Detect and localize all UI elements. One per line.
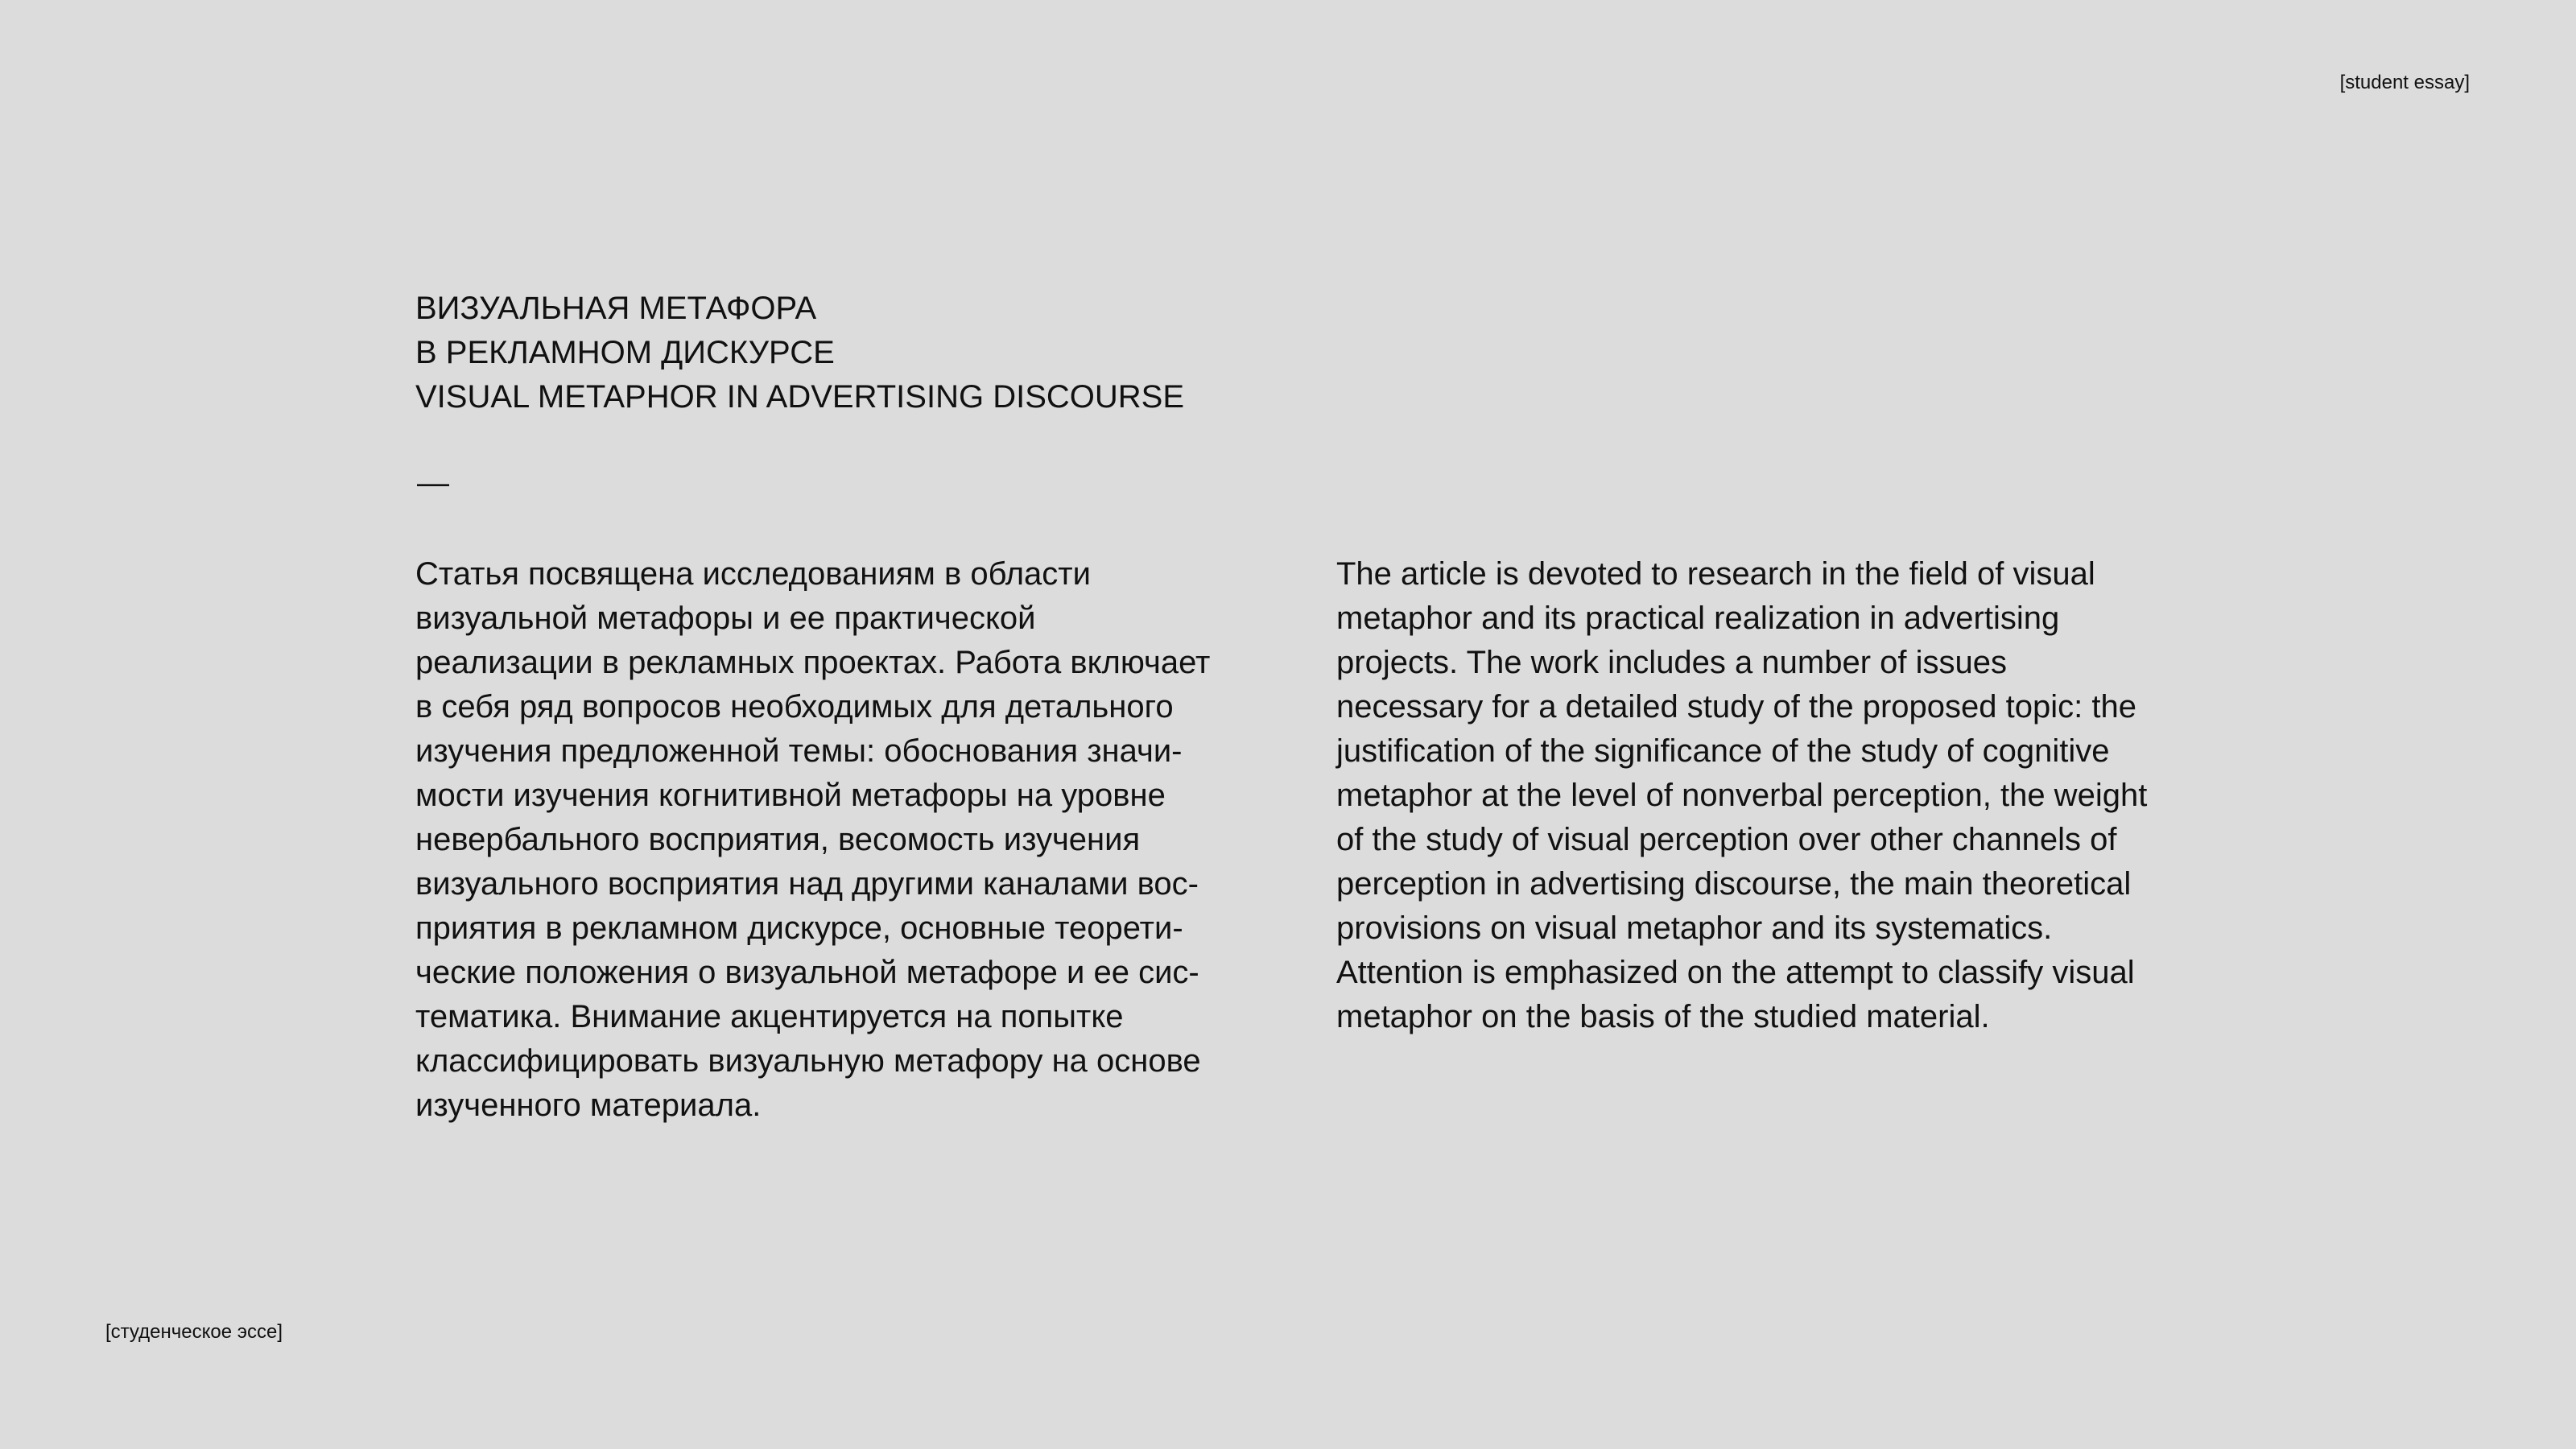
abstract-en-line: of the study of visual perception over other channels of: [1336, 822, 2117, 857]
abstract-ru-line: приятия в рекламном дискурсе, основные теорети-: [415, 910, 1183, 946]
abstract-ru-line: изучения предложенной темы: обоснования значи-: [415, 733, 1183, 769]
abstract-ru-line: тематика. Внимание акцентируется на попытке: [415, 999, 1124, 1034]
abstract-en-line: Attention is emphasized on the attempt to classify visual: [1336, 955, 2135, 990]
abstract-en-line: provisions on visual metaphor and its systematics.: [1336, 910, 2053, 946]
abstract-ru-line: изученного материала.: [415, 1088, 762, 1123]
abstract-en-line: justification of the significance of the study of cognitive: [1336, 733, 2110, 769]
student-essay-label: [student essay]: [2339, 72, 2470, 93]
abstract-en-line: The article is devoted to research in the field of visual: [1336, 556, 2095, 592]
title-line-en: VISUAL METAPHOR IN ADVERTISING DISCOURSE: [415, 379, 1184, 415]
abstract-ru-line: мости изучения когнитивной метафоры на уровне: [415, 778, 1166, 813]
abstract-en-line: necessary for a detailed study of the proposed topic: the: [1336, 689, 2136, 724]
essay-title: [415, 287, 1184, 419]
abstract-en-line: metaphor and its practical realization in advertising: [1336, 601, 2060, 636]
title-line-ru-1: ВИЗУАЛЬНАЯ МЕТАФОРА: [415, 291, 817, 326]
student-essay-label-ru: [студенческое эссе]: [105, 1321, 283, 1343]
abstract-en-line: projects. The work includes a number of issues: [1336, 645, 2007, 680]
abstract-ru-line: ческие положения о визуальной метафоре и ее сис-: [415, 955, 1199, 990]
title-divider: —: [417, 465, 449, 501]
abstract-ru-line: реализации в рекламных проектах. Работа включает: [415, 645, 1211, 680]
abstract-ru-line: Статья посвящена исследованиям в области: [415, 556, 1091, 592]
abstract-ru-line: в себя ряд вопросов необходимых для детального: [415, 689, 1174, 724]
abstract-ru-line: визуальной метафоры и ее практической: [415, 601, 1036, 636]
title-line-ru-2: В РЕКЛАМНОМ ДИСКУРСЕ: [415, 335, 835, 370]
abstract-ru-line: классифицировать визуальную метафору на основе: [415, 1043, 1201, 1079]
abstract-russian: [415, 552, 1253, 1128]
abstract-ru-line: визуального восприятия над другими каналами вос-: [415, 866, 1199, 902]
abstract-en-line: metaphor at the level of nonverbal perception, the weight: [1336, 778, 2148, 813]
abstract-en-line: metaphor on the basis of the studied material.: [1336, 999, 1990, 1034]
abstract-en-line: perception in advertising discourse, the main theoretical: [1336, 866, 2132, 902]
abstract-ru-line: невербального восприятия, весомость изучения: [415, 822, 1141, 857]
abstract-english: [1336, 552, 2174, 1039]
